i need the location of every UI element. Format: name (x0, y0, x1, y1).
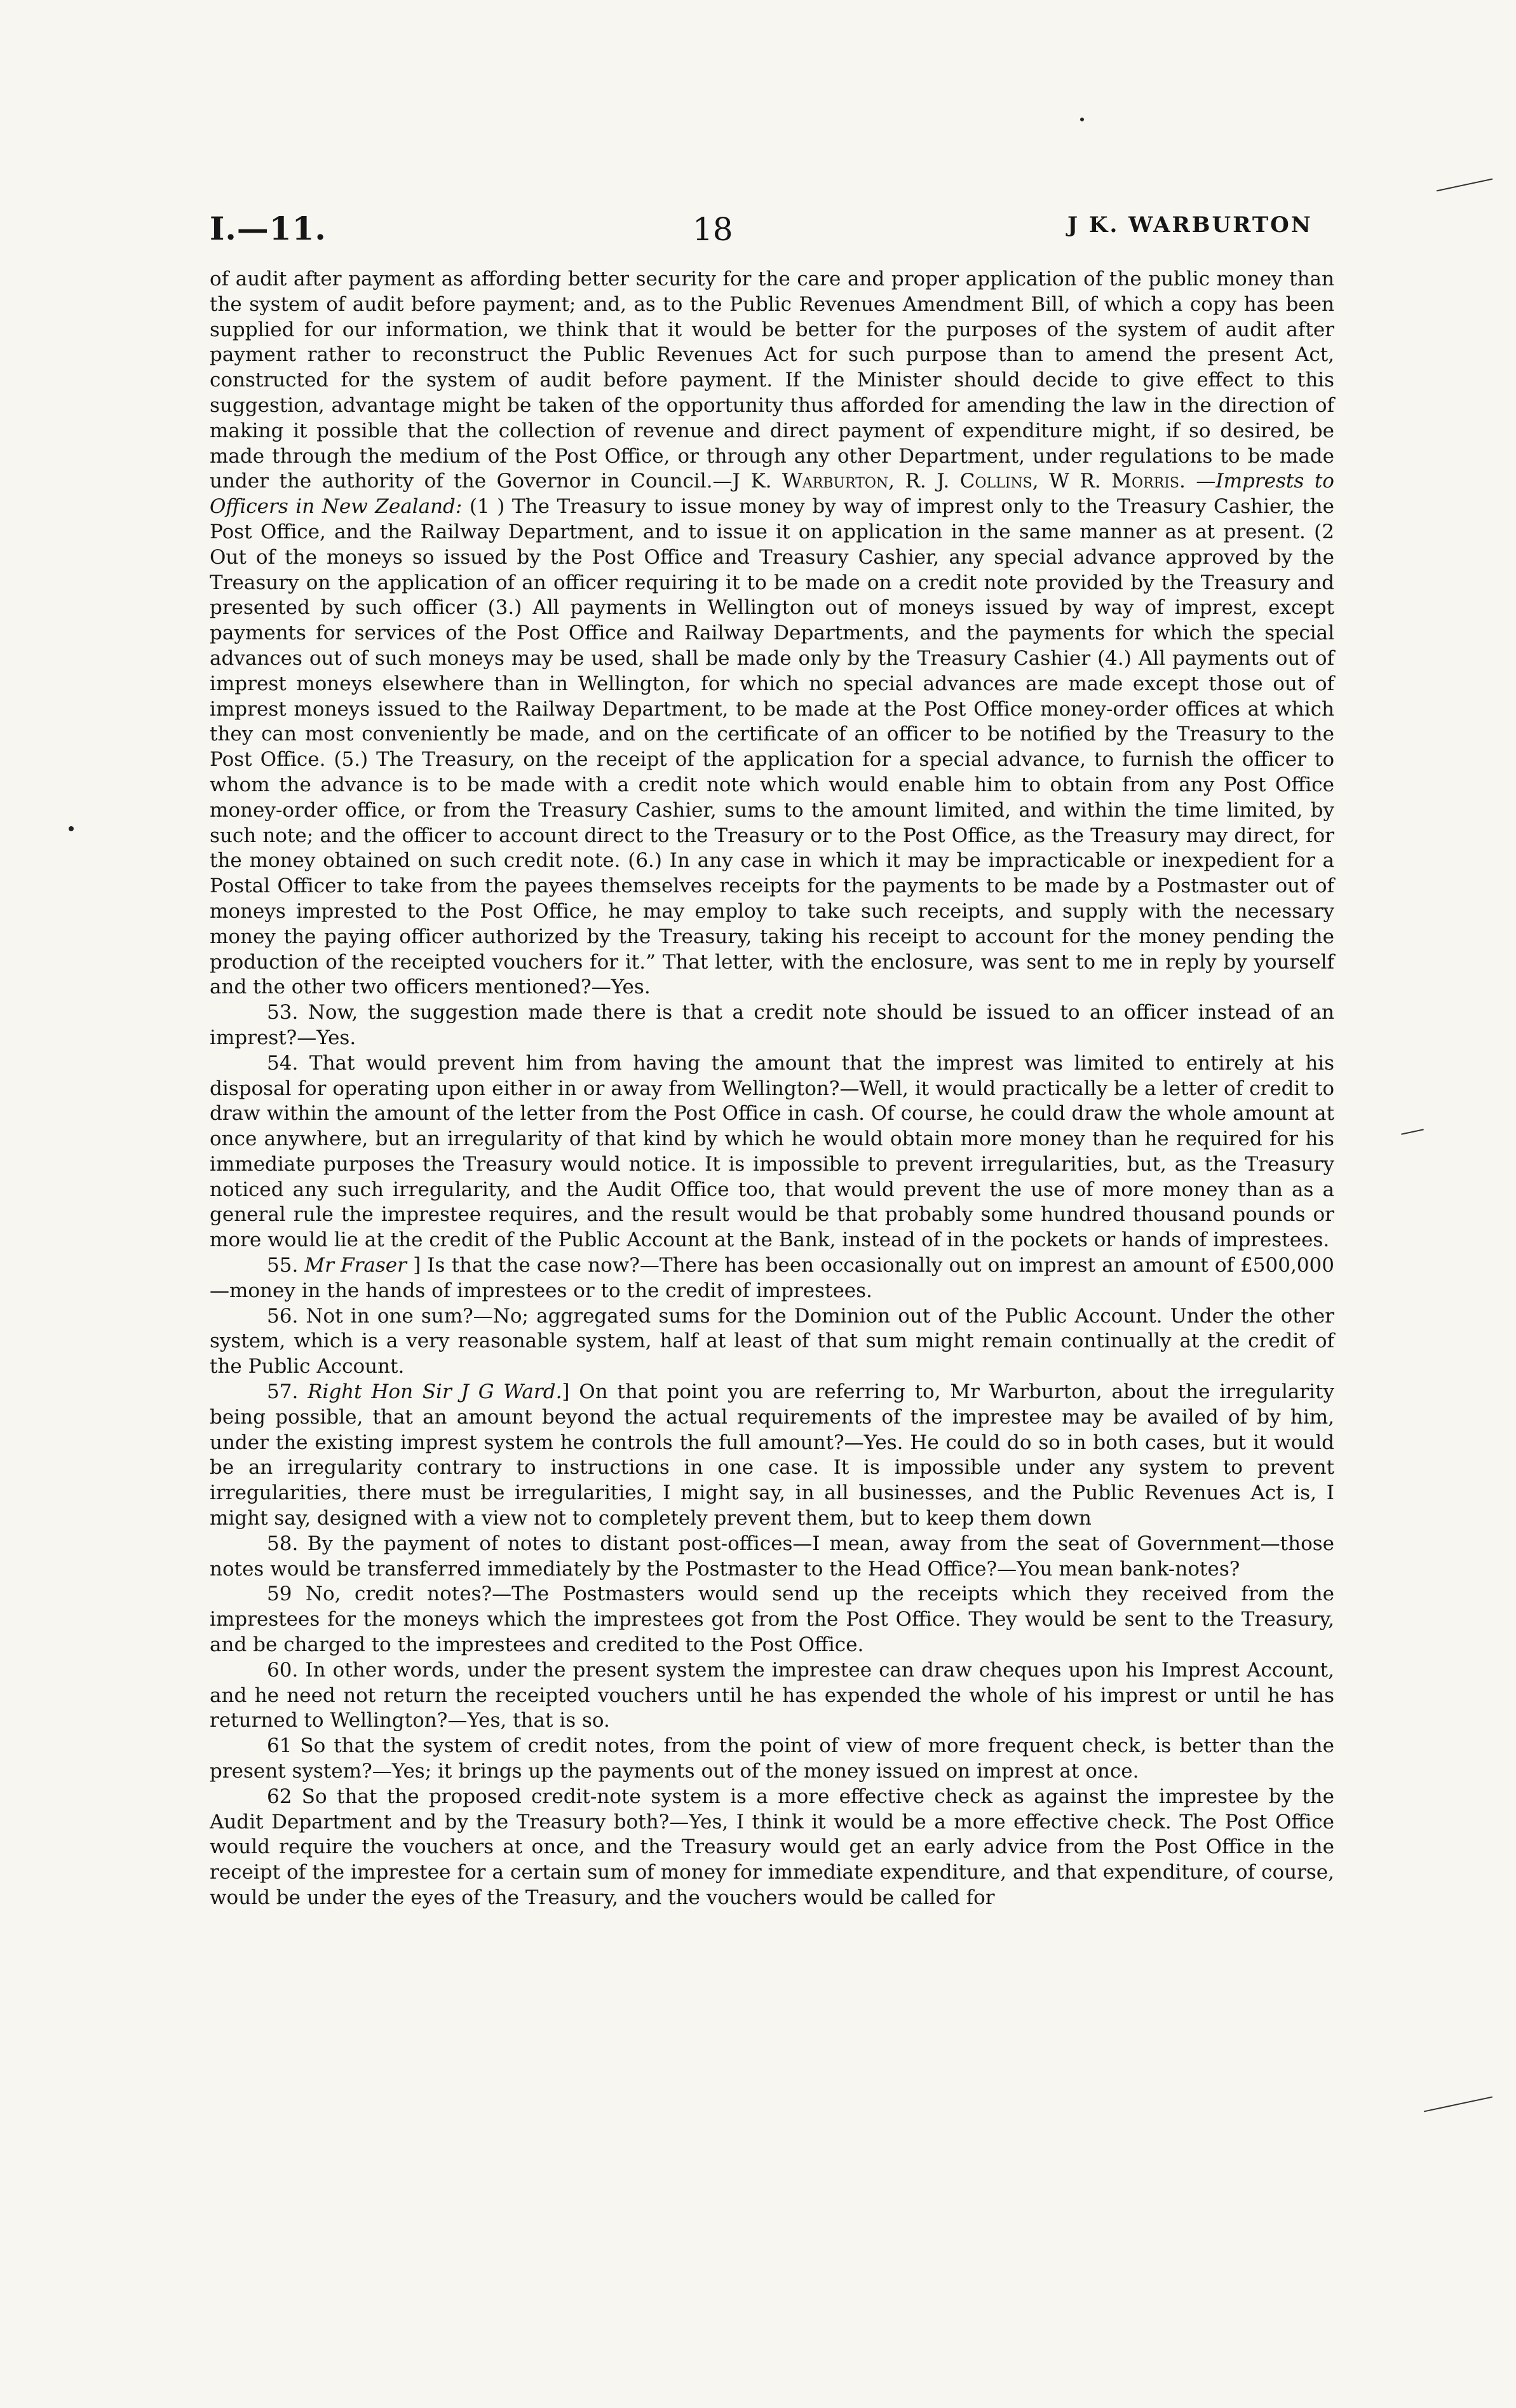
question-60 (210, 1658, 1334, 1734)
text-segment: ] Is that the case now?—There has been occasionally out on imprest an amount of £500,000—money in the hands of imprestees or to the credit of imprestees. (210, 1254, 1334, 1302)
text-segment: 60. In other words, under the present system the imprestee can draw cheques upon his Imprest Account, and he need not return the receipted vouchers until he has expended the whole of his imprest or until he has returned to Wellington?—Yes, that is so. (210, 1658, 1334, 1732)
text-segment: —Imprests to Officers in New Zealand: (210, 470, 1334, 519)
text-segment: Collins (959, 470, 1032, 493)
question-61 (210, 1734, 1334, 1785)
text-segment: ] On that point you are referring to, Mr Warburton, about the irregularity being possible, that an amount beyond the actual requirements of the imprestee may be availed of by him, under the existing imprest system he controls the full amount?—Yes. He could do so in both cases, but it would be an irregularity contrary to instructions in one case. It is impossible under any system to prevent irregularities, there must be irregularities, I might say, in all businesses, and the Public Revenues Act is, I might say, designed with a view not to completely prevent them, but to keep them down (210, 1380, 1334, 1530)
text-segment: of audit after payment as affording better security for the care and proper application of the public money than the system of audit before payment; and, as to the Public Revenues Amendment Bill, of which a copy has been supplied for our information, we think that it would be better for the purposes of the system of audit after payment rather to reconstruct the Public Revenues Act for such purpose than to amend the present Act, constructed for the system of audit before payment. If the Minister should decide to give effect to this suggestion, advantage might be taken of the opportunity thus afforded for amending the law in the direction of making it possible that the collection of revenue and direct payment of expenditure might, if so desired, be made through the medium of the Post Office, or through any other Department, under regulations to be made under the authority of the Governor in Council.—J K. (210, 268, 1334, 493)
continuation-paragraph (210, 267, 1334, 1000)
text-segment: Right Hon Sir J G Ward. (308, 1380, 562, 1404)
text-segment: . (1179, 470, 1196, 493)
text-segment: 54. That would prevent him from having the amount that the imprest was limited to entirely at his disposal for operating upon either in or away from Wellington?—Well, it would practically be a letter of credit to draw within the amount of the letter from the Post Office in cash. Of course, he could draw the whole amount at once anywhere, but an irregularity of that kind by which he would obtain more money than he required for his immediate purposes the Treasury would notice. It is impossible to prevent irregularities, but, as the Treasury noticed any such irregularity, and the Audit Office too, that would prevent the use of more money than as a general rule the imprestee requires, and the result would be that probably some hundred thousand pounds or more would lie at the credit of the Public Account at the Bank, instead of in the pockets or hands of imprestees. (210, 1051, 1334, 1252)
text-segment: , R. J. (888, 470, 960, 493)
scan-speck (69, 826, 74, 831)
section-number: I.—11. (210, 210, 327, 247)
text-segment: Warburton (782, 470, 889, 493)
text-segment: Mr Fraser (304, 1254, 407, 1277)
text-segment: (1 ) The Treasury to issue money by way of imprest only to the Treasury Cashier, the Post Office, and the Railway Department, and to issue it on application in the same manner as at present. (2 Out of the moneys so issued by the Post Office and Treasury Cashier, any special advance approved by the Treasury on the application of an officer requiring it to be made on a credit note provided by the Treasury and presented by such officer (3.) All payments in Wellington out of moneys issued by way of imprest, except payments for services of the Post Office and Railway Departments, and the payments for which the special advances out of such moneys may be used, shall be made only by the Treasury Cashier (4.) All payments out of imprest moneys elsewhere than in Wellington, for which no special advances are made except those out of imprest moneys issued to the Railway Department, to be made at the Post Office money-order offices at which they can most conveniently be made, and on the certificate of an officer to be notified by the Treasury to the Post Office. (5.) The Treasury, on the receipt of the application for a special advance, to furnish the officer to whom the advance is to be made with a credit note which would enable him to obtain from any Post Office money-order office, or from the Treasury Cashier, sums to the amount limited, and within the time limited, by such note; and the officer to account direct to the Treasury or to the Post Office, as the Treasury may direct, for the money obtained on such credit note. (6.) In any case in which it may be impracticable or inexpedient for a Postal Officer to take from the payees themselves receipts for the payments to be made by a Postmaster out of moneys imprested to the Post Office, he may employ to take such receipts, and supply with the necessary money the paying officer authorized by the Treasury, taking his receipt to account for the money pending the production of the receipted vouchers for it.” That letter, with the enclosure, was sent to me in reply by yourself and the other two officers mentioned?—Yes. (210, 495, 1334, 999)
text-segment: 57. (267, 1380, 308, 1404)
margin-mark (1401, 1129, 1424, 1134)
text-segment: 59 No, credit notes?—The Postmasters would send up the receipts which they received from the imprestees for the moneys which the imprestees got from the Post Office. They would be sent to the Treasury, and be charged to the imprestees and credited to the Post Office. (210, 1582, 1334, 1657)
text-segment: Morris (1111, 470, 1179, 493)
question-57 (210, 1380, 1334, 1532)
text-segment: , W R. (1032, 470, 1112, 493)
question-58 (210, 1532, 1334, 1582)
page-body (210, 267, 1334, 1911)
question-62 (210, 1785, 1334, 1911)
page-header (0, 203, 1516, 261)
question-54 (210, 1051, 1334, 1253)
question-53 (210, 1000, 1334, 1051)
text-segment: 56. Not in one sum?—No; aggregated sums for the Dominion out of the Public Account. Under the other system, which is a very reasonable system, half at least of that sum might remain continually at the credit of the Public Account. (210, 1304, 1334, 1378)
page-number: 18 (693, 211, 733, 248)
witness-name: J K. WARBURTON (1067, 212, 1313, 238)
question-55 (210, 1253, 1334, 1304)
text-segment: 55. (267, 1254, 305, 1277)
scan-speck (1080, 118, 1084, 121)
question-56 (210, 1304, 1334, 1380)
margin-mark (1437, 179, 1492, 192)
margin-mark (1424, 2097, 1492, 2112)
text-segment: 62 So that the proposed credit-note system is a more effective check as against the imprestee by the Audit Department and by the Treasury both?—Yes, I think it would be a more effective check. The Post Office would require the vouchers at once, and the Treasury would get an early advice from the Post Office in the receipt of the imprestee for a certain sum of money for immediate expenditure, and that expenditure, of course, would be under the eyes of the Treasury, and the vouchers would be called for (210, 1785, 1334, 1909)
text-segment: 53. Now, the suggestion made there is that a credit note should be issued to an officer instead of an imprest?—Yes. (210, 1001, 1334, 1049)
text-segment: 61 So that the system of credit notes, from the point of view of more frequent check, is better than the present system?—Yes; it brings up the payments out of the money issued on imprest at once. (210, 1734, 1334, 1783)
text-segment: 58. By the payment of notes to distant post-offices—I mean, away from the seat of Government—those notes would be transferred immediately by the Postmaster to the Head Office?—You mean bank-notes? (210, 1532, 1334, 1581)
question-59 (210, 1582, 1334, 1657)
